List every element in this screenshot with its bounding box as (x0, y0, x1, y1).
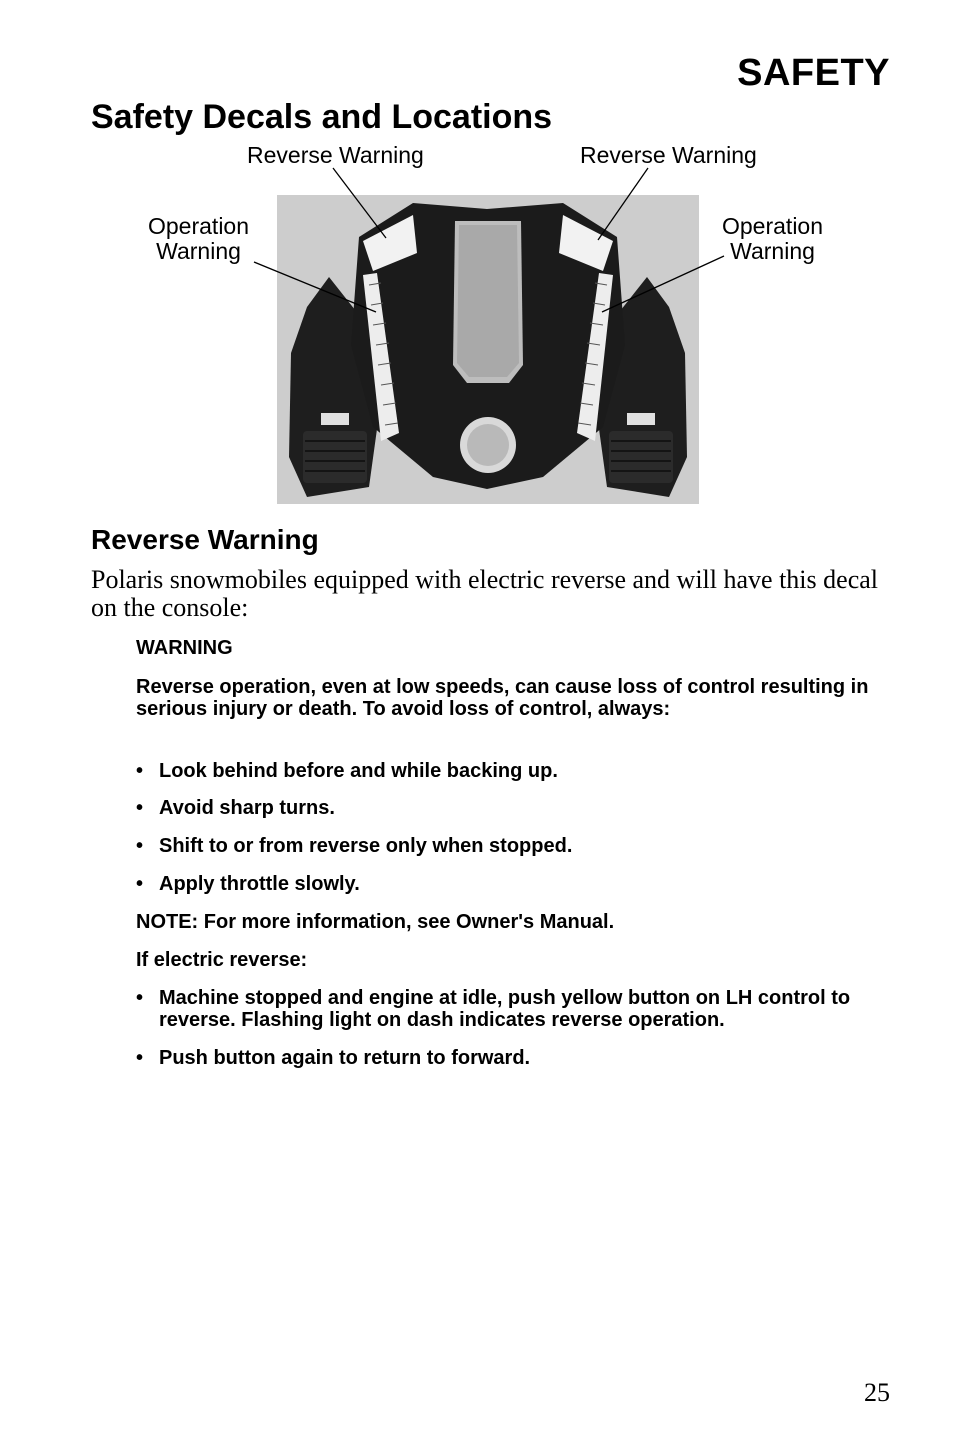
page-title: Safety Decals and Locations (91, 98, 553, 136)
callout-line: Operation (148, 213, 250, 239)
bullet-icon: • (136, 987, 144, 1009)
callout-line: Operation (722, 213, 824, 239)
callout-reverse-warning-left: Reverse Warning (247, 142, 424, 168)
small-label-left (321, 413, 349, 425)
bullet-text: Shift to or from reverse only when stopped. (159, 835, 573, 857)
warning-body: Reverse operation, even at low speeds, can cause loss of control resulting in serious injury or death. To avoid loss of control, always: (136, 676, 869, 720)
small-label-right (627, 413, 655, 425)
intro-paragraph: Polaris snowmobiles equipped with electric reverse and will have this decal on the console: (91, 565, 878, 622)
callout-line: Warning (156, 238, 241, 264)
louver-left (303, 431, 367, 483)
callout-operation-warning-right (722, 214, 823, 264)
bullet-text: Look behind before and while backing up. (159, 760, 558, 782)
list-item (136, 987, 896, 1033)
louver-right (609, 431, 673, 483)
bullet-text: Push button again to return to forward. (159, 1047, 531, 1069)
bullet-text: Machine stopped and engine at idle, push yellow button on LH control to reverse. Flashing light on dash indicates reverse operation. (159, 987, 851, 1031)
warning-title: WARNING (136, 637, 233, 659)
section-heading: Reverse Warning (91, 524, 319, 555)
bullet-text: Apply throttle slowly. (159, 873, 360, 895)
bullet-text: Avoid sharp turns. (159, 797, 335, 819)
bullet-icon: • (136, 797, 144, 819)
callout-operation-warning-left (148, 214, 249, 264)
electric-reverse-label: If electric reverse: (136, 949, 308, 971)
section-header: SAFETY (737, 52, 890, 94)
bullet-icon: • (136, 835, 144, 857)
bullet-icon: • (136, 760, 144, 782)
console-photo (277, 195, 699, 504)
bullet-icon: • (136, 1047, 144, 1069)
note-text: NOTE: For more information, see Owner's Manual. (136, 911, 615, 933)
callout-reverse-warning-right: Reverse Warning (580, 142, 757, 168)
bullet-icon: • (136, 873, 144, 895)
page-number: 25 (864, 1378, 890, 1407)
callout-line: Warning (730, 238, 815, 264)
